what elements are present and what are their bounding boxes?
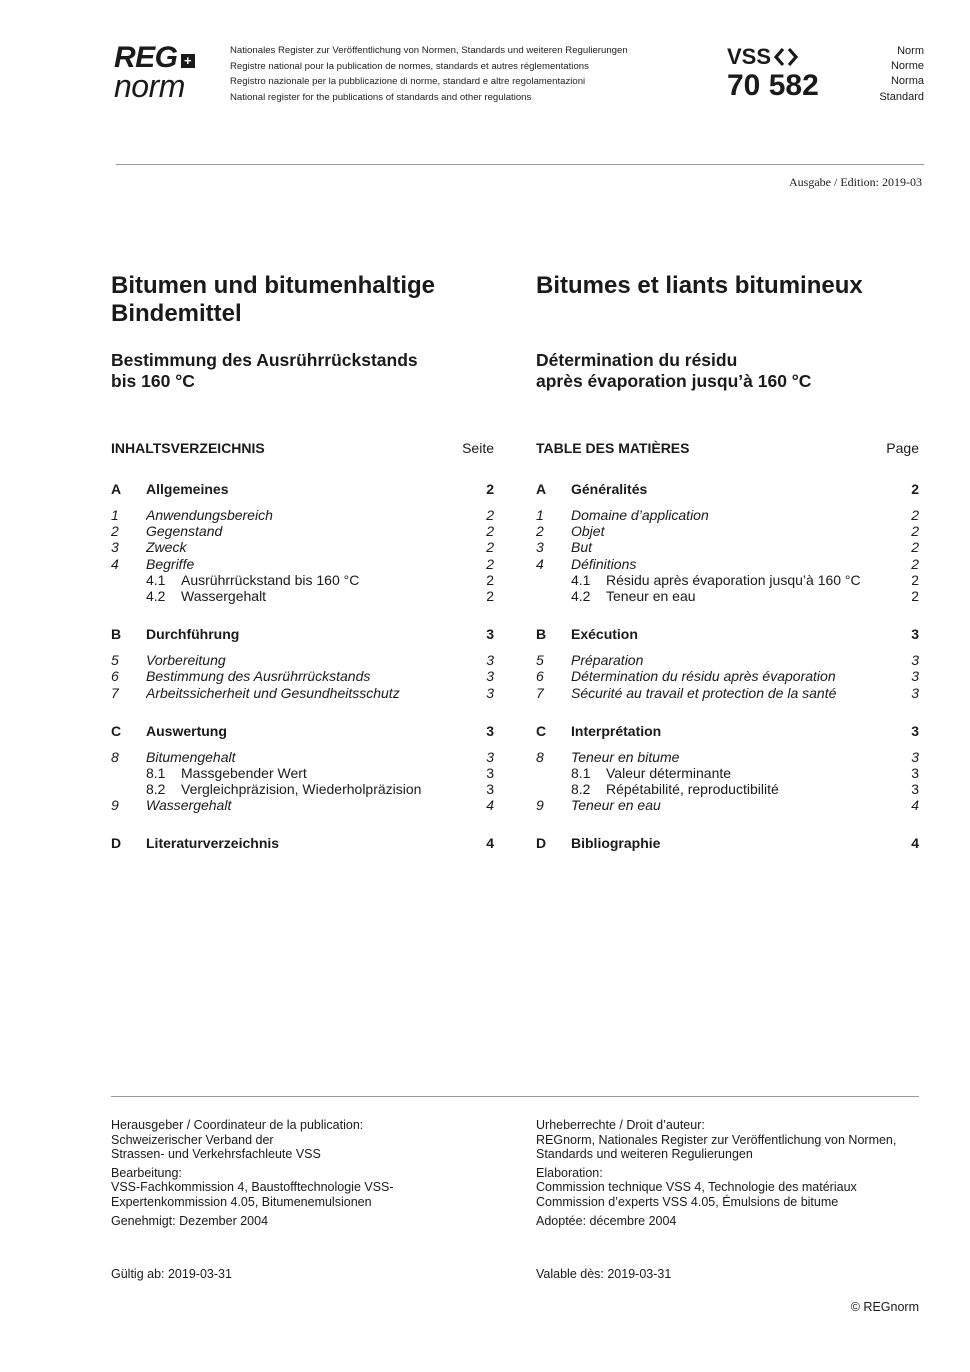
subitem-number: 8.2: [571, 781, 591, 798]
subitem-page: 2: [486, 587, 494, 604]
section-page: 4: [911, 835, 919, 852]
subitem-indent: [111, 588, 146, 604]
subitem-number: 8.1: [146, 764, 166, 781]
item-number: 2: [536, 523, 544, 540]
toc-item: [111, 797, 494, 813]
item-page: 2: [486, 555, 494, 572]
item-page: 2: [911, 555, 919, 572]
table-of-contents-fr: [536, 439, 919, 861]
table-of-contents-de: [111, 439, 494, 861]
toc-item: [111, 556, 494, 572]
section-letter: B: [536, 626, 547, 643]
item-page: 2: [911, 523, 919, 540]
item-title: Objet: [571, 523, 605, 540]
toc-section: [111, 626, 494, 701]
title-de: Bitumen und bitumenhaltige Bindemittel: [111, 272, 435, 327]
item-number: 3: [536, 539, 544, 556]
subtitle-de: [111, 350, 511, 392]
subitem-indent: [111, 765, 146, 781]
subitem-page: 3: [911, 781, 919, 798]
item-page: 3: [911, 668, 919, 685]
subitem-page: 2: [911, 587, 919, 604]
adoption-date: Adoptée: décembre 2004: [536, 1213, 677, 1228]
subitem-indent: [111, 572, 146, 588]
footer-divider: [111, 1096, 919, 1097]
subitem-indent: [536, 588, 571, 604]
item-title: Teneur en bitume: [571, 748, 680, 765]
item-page: 3: [486, 652, 494, 669]
toc-subitem: [536, 765, 919, 781]
item-page: 2: [486, 523, 494, 540]
toc-subitem: [536, 781, 919, 797]
vss-mark-text: VSS: [727, 44, 772, 69]
toc-page-label: Page: [886, 440, 919, 456]
subitem-title: Répétabilité, reproductibilité: [606, 781, 779, 798]
section-page: 2: [486, 481, 494, 497]
swiss-cross-icon: +: [181, 54, 195, 68]
subitem-number: 4.1: [146, 571, 166, 588]
logo-reg-text: REG: [114, 41, 178, 74]
copyright-holder-line1: REGnorm, Nationales Register zur Veröffentlichung von Normen,: [536, 1132, 897, 1147]
norm-type-de: Norm: [897, 45, 924, 57]
toc-section-row: [536, 481, 919, 498]
item-title: But: [571, 539, 593, 556]
item-number: 9: [111, 797, 119, 814]
subitem-page: 3: [486, 764, 494, 781]
section-page: 2: [911, 481, 919, 497]
section-letter: D: [111, 835, 122, 852]
section-title: Durchführung: [146, 626, 240, 643]
norm-type-fr: Norme: [890, 60, 924, 73]
subitem-title: Teneur en eau: [606, 587, 696, 604]
register-line-fr: Registre national pour la publication de normes, standards et autres réglementations: [230, 60, 589, 72]
editing-line1: VSS-Fachkommission 4, Baustofftechnologie VSS-: [111, 1180, 394, 1195]
publisher-label: Herausgeber / Coordinateur de la publication:: [111, 1118, 364, 1132]
item-page: 2: [486, 507, 494, 523]
copyright-notice: © REGnorm: [850, 1300, 919, 1314]
item-number: 5: [111, 652, 119, 669]
subitem-title: Wassergehalt: [181, 587, 267, 604]
subitem-page: 2: [486, 571, 494, 588]
item-title: Wassergehalt: [146, 797, 232, 814]
subitem-title: Ausrührrückstand bis 160 °C: [181, 571, 360, 588]
register-line-en: National register for the publications of standards and other regulations: [230, 91, 532, 103]
section-letter: B: [111, 626, 122, 643]
section-page: 3: [486, 722, 494, 739]
toc-section: [536, 481, 919, 604]
item-page: 3: [911, 748, 919, 765]
subitem-number: 4.1: [571, 571, 591, 588]
register-line-it: Registro nazionale per la pubblicazione di norme, standard e altre regolamentazioni: [230, 76, 586, 87]
header-divider: [116, 164, 924, 165]
item-page: 3: [911, 652, 919, 669]
item-title: Teneur en eau: [571, 797, 661, 814]
item-title: Détermination du résidu après évaporation: [571, 668, 836, 685]
subitem-indent: [536, 572, 571, 588]
toc-item: [536, 749, 919, 765]
subitem-indent: [536, 781, 571, 797]
item-number: 6: [536, 668, 544, 685]
subitem-page: 3: [486, 781, 494, 798]
subitem-indent: [111, 781, 146, 797]
toc-section-row: [536, 835, 919, 852]
section-page: 3: [911, 722, 919, 739]
toc-heading: TABLE DES MATIÈRES: [536, 440, 690, 456]
item-number: 7: [536, 684, 544, 701]
section-letter: A: [111, 481, 122, 497]
subitem-title: Valeur déterminante: [606, 764, 732, 781]
approval-date: Genehmigt: Dezember 2004: [111, 1213, 269, 1228]
toc-subitem: [111, 572, 494, 588]
copyright-holder-line2: Standards und weiteren Regulierungen: [536, 1147, 753, 1162]
item-number: 5: [536, 652, 544, 669]
item-page: 3: [486, 748, 494, 765]
item-number: 8: [536, 748, 544, 765]
editing-label: Bearbeitung:: [111, 1165, 182, 1180]
toc-item: [111, 685, 494, 701]
valid-from-de: Gültig ab: 2019-03-31: [111, 1267, 232, 1281]
toc-section-row: [111, 835, 494, 852]
section-page: 3: [911, 626, 919, 643]
item-page: 2: [486, 539, 494, 556]
toc-section-row: [111, 723, 494, 740]
subtitle-de-line1: Bestimmung des Ausrührrückstands: [111, 350, 418, 370]
toc-item: [536, 652, 919, 668]
section-page: 3: [486, 626, 494, 643]
item-title: Définitions: [571, 555, 637, 572]
elaboration-line2: Commission d’experts VSS 4.05, Émulsions de bitume: [536, 1194, 839, 1209]
toc-body: [111, 481, 494, 852]
toc-item: [536, 539, 919, 555]
toc-item: [111, 668, 494, 684]
subtitle-fr: [536, 350, 936, 392]
section-title: Allgemeines: [146, 481, 229, 497]
toc-section: [536, 626, 919, 701]
toc-header: [536, 439, 919, 457]
item-title: Sécurité au travail et protection de la santé: [571, 684, 837, 701]
editing-line2: Expertenkommission 4.05, Bitumenemulsionen: [111, 1194, 372, 1209]
toc-item: [536, 685, 919, 701]
section-title: Interprétation: [571, 722, 662, 739]
title-fr: Bitumes et liants bitumineux: [536, 272, 863, 299]
publisher-name-line2: Strassen- und Verkehrsfachleute VSS: [111, 1147, 321, 1162]
toc-item: [536, 556, 919, 572]
toc-section: [111, 723, 494, 814]
toc-section: [536, 835, 919, 852]
item-title: Préparation: [571, 652, 644, 669]
subtitle-de-line2: bis 160 °C: [111, 371, 195, 391]
toc-section-row: [536, 723, 919, 740]
subtitle-fr-line1: Détermination du résidu: [536, 350, 738, 370]
norm-type-en: Standard: [879, 90, 924, 103]
item-page: 2: [911, 507, 919, 523]
section-page: 4: [486, 835, 494, 852]
subtitle-fr-line2: après évaporation jusqu’à 160 °C: [536, 371, 812, 391]
publisher-name-line1: Schweizerischer Verband der: [111, 1132, 274, 1147]
item-number: 2: [111, 523, 119, 540]
item-title: Bitumengehalt: [146, 748, 236, 765]
toc-subitem: [111, 765, 494, 781]
item-title: Vorbereitung: [146, 652, 226, 669]
section-title: Bibliographie: [571, 835, 661, 852]
item-page: 3: [486, 668, 494, 685]
vss-chevron-icon: [773, 46, 801, 68]
subitem-number: 8.2: [146, 781, 166, 798]
section-letter: D: [536, 835, 547, 852]
norm-type-it: Norma: [890, 75, 924, 88]
item-page: 2: [911, 539, 919, 556]
item-title: Gegenstand: [146, 523, 223, 540]
toc-section: [111, 481, 494, 604]
logo-norm-text: norm: [114, 68, 185, 104]
register-line-de: Nationales Register zur Veröffentlichung von Normen, Standards und weiteren Regulierungen: [230, 45, 628, 56]
item-title: Bestimmung des Ausrührrückstands: [146, 668, 371, 685]
item-page: 3: [486, 684, 494, 701]
item-number: 4: [536, 555, 544, 572]
item-title: Zweck: [146, 539, 187, 556]
elaboration-line1: Commission technique VSS 4, Technologie des matériaux: [536, 1180, 857, 1195]
item-page: 4: [911, 797, 919, 814]
toc-subitem: [536, 572, 919, 588]
item-title: Domaine d’application: [571, 507, 709, 523]
toc-header: [111, 439, 494, 457]
toc-item: [536, 523, 919, 539]
subitem-number: 4.2: [146, 587, 166, 604]
subitem-title: Massgebender Wert: [181, 764, 307, 781]
section-title: Literaturverzeichnis: [146, 835, 280, 852]
item-number: 1: [111, 507, 119, 523]
item-number: 8: [111, 748, 119, 765]
subitem-title: Résidu après évaporation jusqu’à 160 °C: [606, 571, 861, 588]
subitem-number: 4.2: [571, 587, 591, 604]
item-number: 1: [536, 507, 544, 523]
toc-section: [536, 723, 919, 814]
register-description: [230, 43, 628, 105]
item-title: Arbeitssicherheit und Gesundheitsschutz: [146, 684, 400, 701]
section-title: Généralités: [571, 481, 648, 497]
item-page: 3: [911, 684, 919, 701]
item-title: Anwendungsbereich: [146, 507, 273, 523]
section-letter: A: [536, 481, 547, 497]
toc-page-label: Seite: [462, 440, 494, 456]
item-number: 9: [536, 797, 544, 814]
toc-section-row: [111, 481, 494, 498]
toc-item: [111, 507, 494, 523]
elaboration-label: Elaboration:: [536, 1165, 603, 1180]
toc-body: [536, 481, 919, 852]
toc-subitem: [536, 588, 919, 604]
publisher-info-de: [111, 1118, 511, 1228]
toc-item: [111, 749, 494, 765]
toc-item: [111, 652, 494, 668]
section-letter: C: [111, 722, 122, 739]
norm-type-labels: [840, 44, 924, 105]
subitem-indent: [536, 765, 571, 781]
subitem-page: 3: [911, 764, 919, 781]
toc-subitem: [111, 588, 494, 604]
toc-item: [111, 539, 494, 555]
regnorm-logo: [114, 41, 214, 104]
section-title: Auswertung: [146, 722, 227, 739]
item-number: 7: [111, 684, 119, 701]
publisher-info-fr: [536, 1118, 936, 1228]
standard-number: 70 582: [727, 69, 819, 102]
item-title: Begriffe: [146, 555, 195, 572]
toc-item: [536, 668, 919, 684]
section-title: Exécution: [571, 626, 638, 643]
edition-label: Ausgabe / Edition: 2019-03: [789, 175, 922, 189]
subitem-number: 8.1: [571, 764, 591, 781]
toc-section: [111, 835, 494, 852]
item-number: 3: [111, 539, 119, 556]
section-letter: C: [536, 722, 547, 739]
toc-subitem: [111, 781, 494, 797]
valid-from-fr: Valable dès: 2019-03-31: [536, 1267, 672, 1281]
toc-item: [536, 507, 919, 523]
item-number: 4: [111, 555, 119, 572]
toc-section-row: [536, 626, 919, 643]
item-page: 4: [486, 797, 494, 814]
toc-item: [536, 797, 919, 813]
toc-heading: INHALTSVERZEICHNIS: [111, 440, 265, 456]
toc-section-row: [111, 626, 494, 643]
subitem-page: 2: [911, 571, 919, 588]
copyright-label: Urheberrechte / Droit d’auteur:: [536, 1118, 705, 1132]
vss-standard-id: [727, 44, 819, 102]
item-number: 6: [111, 668, 119, 685]
toc-item: [111, 523, 494, 539]
subitem-title: Vergleichpräzision, Wiederholpräzision: [181, 781, 422, 798]
